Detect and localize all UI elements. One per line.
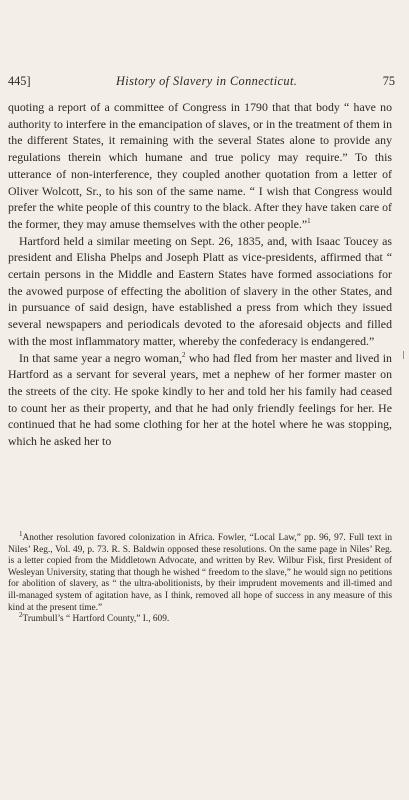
- footnote-ref-2: 2: [181, 350, 186, 359]
- footnote-1-mark: 1: [19, 529, 23, 538]
- running-header: [8, 74, 395, 89]
- paragraph-3: [8, 350, 392, 450]
- footnote-1-text: Another resolution favored colonization in Africa. Fowler, “Local Law,” pp. 96, 97. Full text in Niles’ Reg., Vol. 49, p. 73. R. S. Baldwin opposed these resolutions. On the same page in Niles’ Reg. is a letter copied from the Middletown Advocate, and written by Rev. Wilbur Fisk, first President of Wesleyan University, stating that though he wished “ freedom to the slave,” he would sign no petitions for abolition of slavery, as “ the ultra-abolitionists, by their imprudent movements and ill-timed and ill-managed system of agitation have, as I think, removed all hope of success in any measure of this kind at the present time.”: [8, 533, 392, 613]
- footnote-1: [8, 529, 392, 614]
- section-number: 445]: [8, 74, 31, 88]
- footnote-ref-1: 1: [307, 216, 311, 225]
- paragraph-3-text-a: In that same year a negro woman,: [19, 350, 182, 365]
- body-text: [8, 99, 392, 450]
- running-title: History of Slavery in Connecticut.: [115, 74, 298, 88]
- footnotes: [8, 529, 392, 626]
- page-number: 75: [382, 74, 395, 88]
- footnote-2-text: Trumbull’s “ Hartford County,” I., 609.: [22, 614, 170, 625]
- paragraph-3-text-b: who had fled from her master and lived in Hartford as a servant for several years, met a nephew of her former master on the streets of the city. He spoke kindly to her and told her his family had ceased to count her as their property, and that he had only friendly feelings for her. He continued that he had some clothing for her at the hotel where he was stopping, which he asked her to: [8, 350, 392, 449]
- footnote-2: [8, 611, 392, 626]
- margin-mark: [403, 351, 404, 359]
- paragraph-1-text: quoting a report of a committee of Congress in 1790 that that body “ have no authority to interfere in the emancipation of slaves, or in the treatment of them in the different States, it remaining with the several States alone to provide any regulations therein which humane and true policy may require.” To this utterance of non-interference, they coupled another quotation from a letter of Oliver Wolcott, Sr., to his son of the same name. “ I wish that Congress would prefer the white people of this country to the black. After they have taken care of the former, they may amuse themselves with the other people.”: [8, 100, 392, 231]
- paragraph-1: [8, 99, 392, 233]
- footnote-2-mark: 2: [19, 611, 23, 620]
- paragraph-2: Hartford held a similar meeting on Sept. 26, 1835, and, with Isaac Toucey as president and Elisha Phelps and Joseph Platt as vice-presidents, affirmed that “ certain persons in the Middle and Eastern States have formed associations for the avowed purpose of effecting the abolition of slavery in the other States, and in pursuance of said design, have established a press from which they issued several newspapers and periodicals devoted to the aforesaid objects and filled with the most inflammatory matter, whereby the confederacy is endangered.”: [8, 233, 392, 348]
